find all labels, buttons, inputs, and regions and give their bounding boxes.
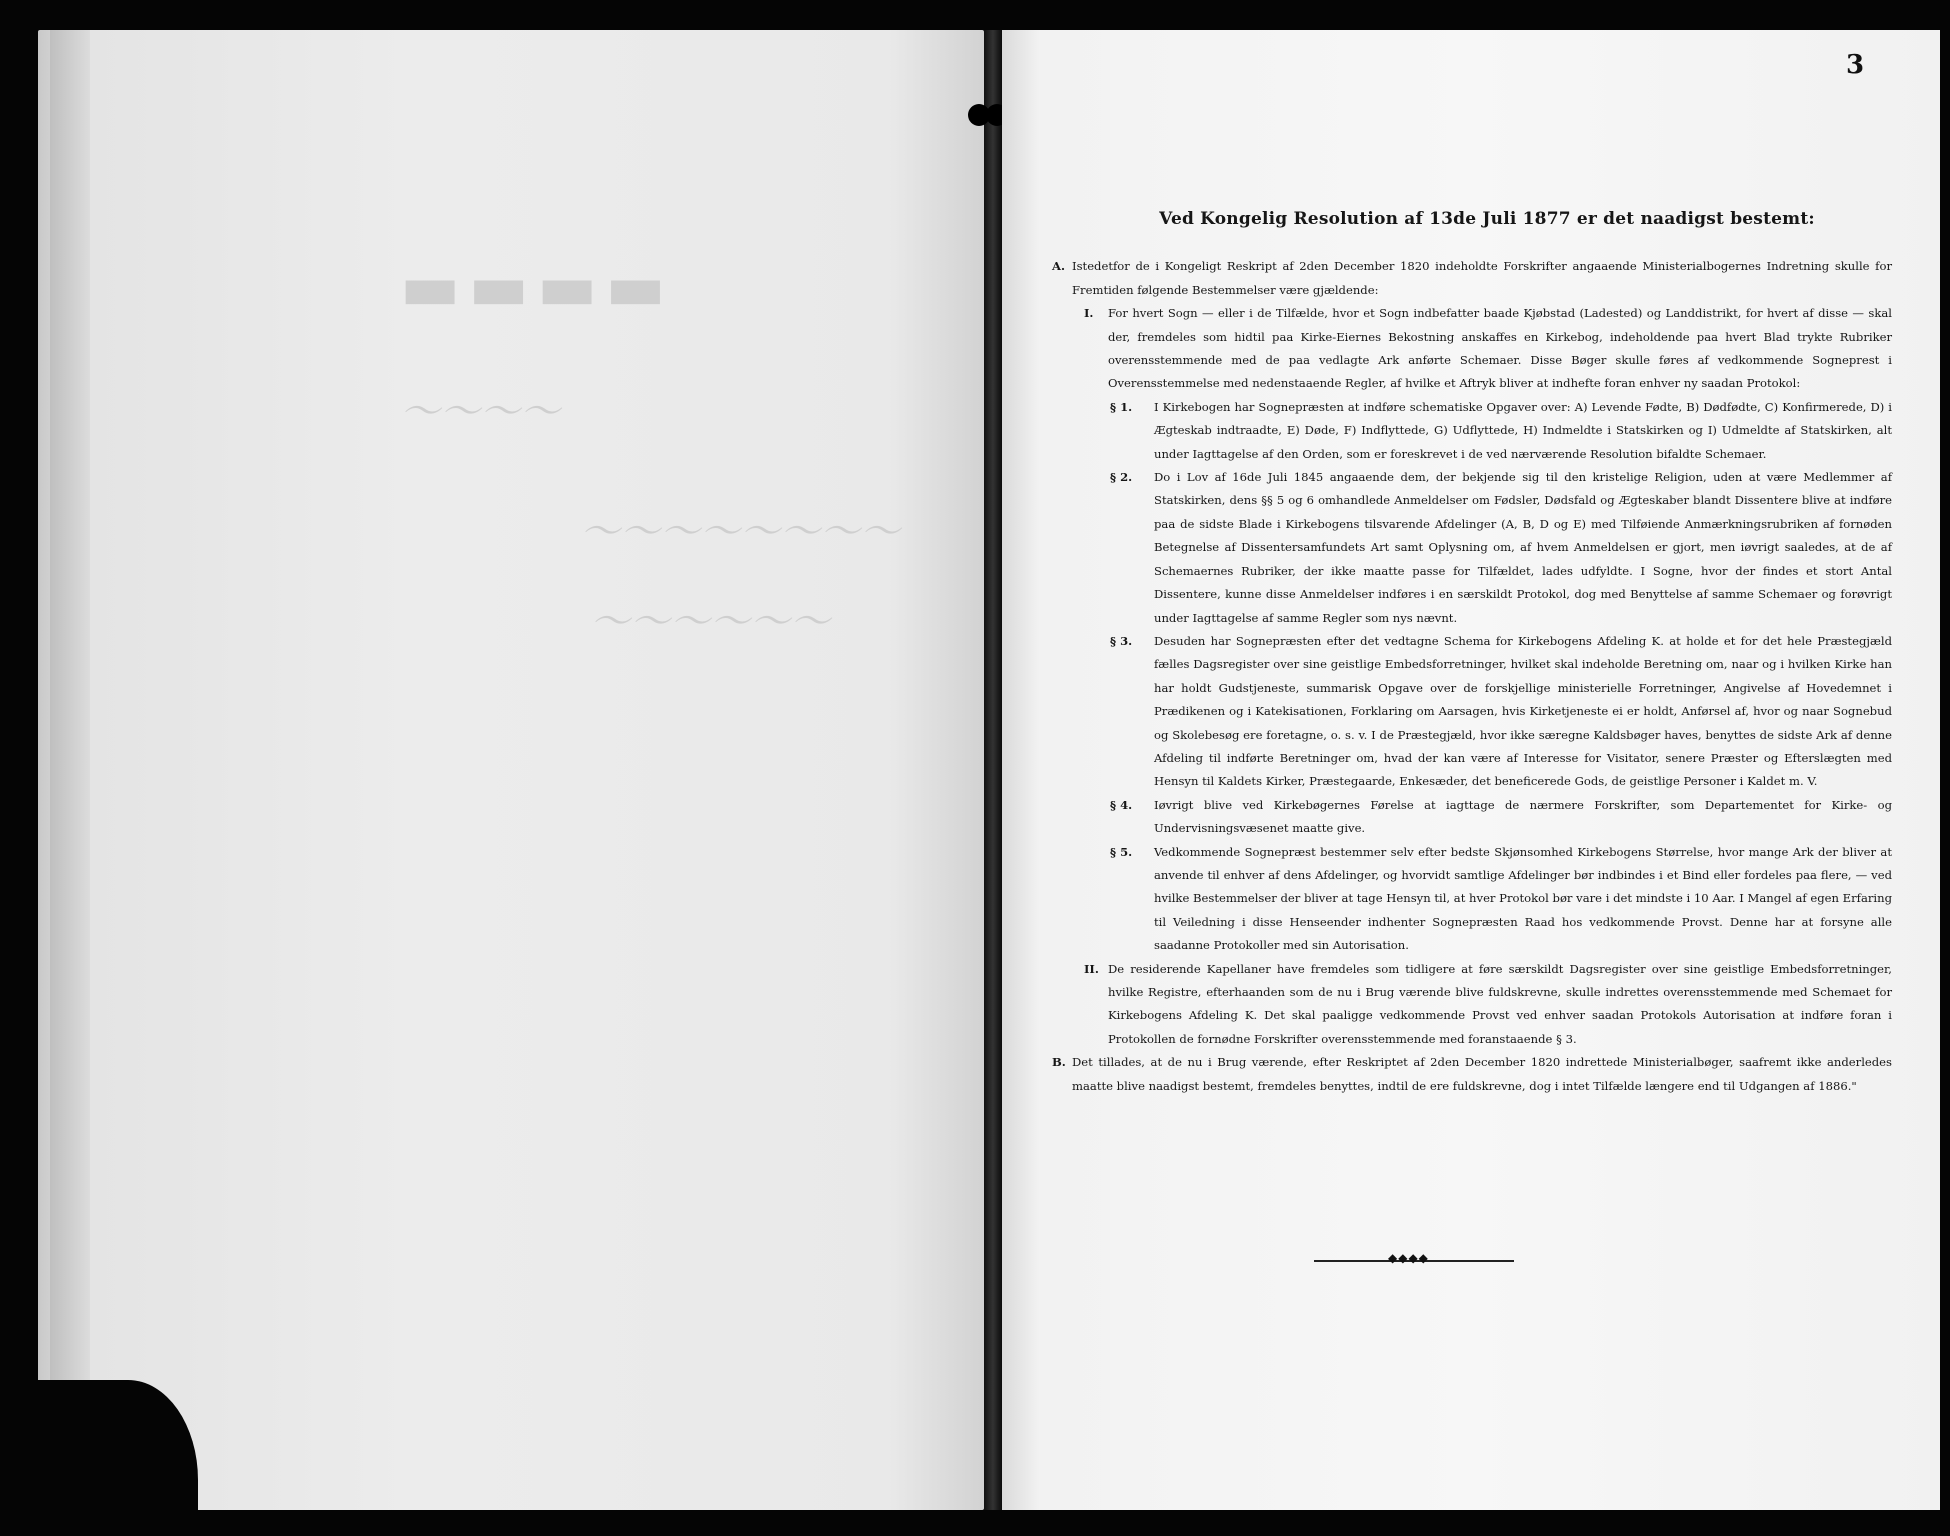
paragraph-marker: § 2. [1110, 470, 1133, 485]
paragraph-b [1052, 1051, 1892, 1098]
paragraph-text: De residerende Kapellaner have fremdeles som tidligere at føre særskildt Dagsregister over sine geistlige Embedsforretninger, hvilke Registre, efterhaanden som de nu i Brug værende blive fuldskrevne, skulle indrettes overensstemmende med Schemaet for Kirkebogens Afdeling K. Det skal paaligge vedkommende Provst ved enhver saadan Protokols Autorisation at indføre foran i Protokollen de fornødne Forskrifter overensstemmende med foranstaaende § 3. [1108, 961, 1892, 1046]
paragraph-text: Istedetfor de i Kongeligt Reskript af 2den December 1820 indeholdte Forskrifter angaaende Ministerialbogernes Indretning skulle for Fremtiden følgende Bestemmelser være gjældende: [1072, 259, 1892, 297]
paragraph-text: Iøvrigt blive ved Kirkebøgernes Førelse at iagttage de nærmere Forskrifter, som Departementet for Kirke- og Undervisningsvæsenet maatte give. [1154, 797, 1892, 836]
paragraph-marker: A. [1052, 259, 1066, 274]
left-page-faint-line: ～～～～～～～～ [580, 509, 900, 555]
paragraph-text: I Kirkebogen har Sognepræsten at indføre schematiske Opgaver over: A) Levende Fødte, B) Dødfødte, C) Konfirmerede, D) i Ægteskab indtraadte, E) Døde, F) Indflyttede, G) Udflyttede, H) Indmeldte i Statskirken og I) Udmeldte af Statskirken, alt under Iagttagelse af den Orden, som er foreskrevet i de ved nærværende Resolution bifaldte Schemaer. [1154, 399, 1892, 461]
paragraph-section-1 [1052, 396, 1892, 466]
resolution-text [1052, 208, 1892, 1098]
paragraph-section-3 [1052, 630, 1892, 794]
paragraph-text: For hvert Sogn — eller i de Tilfælde, hvor et Sogn indbefatter baade Kjøbstad (Ladested) og Landdistrikt, for hvert af disse — skal der, fremdeles som hidtil paa Kirke-Eiernes Bekostning anskaffes en Kirkebog, indeholdende paa hvert Blad trykte Rubriker overensstemmende med de paa vedlagte Ark anførte Schemaer. Disse Bøger skulle føres af vedkommende Sogneprest i Overensstemmelse med nedenstaaende Regler, af hvilke et Aftryk bliver at indhefte foran enhver ny saadan Protokol: [1108, 306, 1892, 391]
left-page-faint-title: ▬▬▬▬ [400, 250, 674, 325]
paragraph-text: Vedkommende Sognepræst bestemmer selv efter bedste Skjønsomhed Kirkebogens Størrelse, hvor mange Ark der bliver at anvende til enhver af dens Afdelinger, og hvorvidt samtlige Afdelinger bør indbindes i et Bind eller fordeles paa flere, — ved hvilke Bestemmelser der bliver at tage Hensyn til, at hver Protokol bør vare i det mindste i 10 Aar. I Mangel af egen Erfaring til Veiledning i disse Henseender indhenter Sognepræsten Raad hos vedkommende Provst. Denne har at forsyne alle saadanne Protokoller med sin Autorisation. [1154, 844, 1892, 953]
paragraph-marker: II. [1084, 961, 1099, 976]
paragraph-section-4 [1052, 794, 1892, 841]
paragraph-marker: § 4. [1110, 797, 1133, 812]
paragraph-i [1052, 302, 1892, 396]
paragraph-marker: B. [1052, 1055, 1066, 1070]
paragraph-text: Do i Lov af 16de Juli 1845 angaaende dem, der bekjende sig til den kristelige Religion, uden at være Medlemmer af Statskirken, dens §§ 5 og 6 omhandlede Anmeldelser om Fødsler, Dødsfald og Ægteskaber blandt Dissentere blive at indføre paa de sidste Blade i Kirkebogens tilsvarende Afdelinger (A, B, D og E) med Tilføiende Anmærkningsrubriken af fornøden Betegnelse af Dissentersamfundets Art samt Oplysning om, af hvem Anmeldelsen er gjort, men iøvrigt saaledes, at de af Schemaernes Rubriker, der ikke maatte passe for Tilfældet, lades udfyldte. I Sogne, hvor der findes et stort Antal Dissentere, kunne disse Anmeldelser indføres i en særskildt Protokol, dog med Benyttelse af samme Schemaer og forøvrigt under Iagttagelse af samme Regler som nys nævnt. [1154, 470, 1892, 625]
paragraph-section-2 [1052, 466, 1892, 630]
paragraph-marker: I. [1084, 306, 1094, 321]
page-number: 3 [1846, 50, 1865, 80]
paragraph-section-5 [1052, 841, 1892, 958]
book-spine [984, 30, 1002, 1510]
paragraph-marker: § 1. [1110, 399, 1133, 414]
paragraph-text: Desuden har Sognepræsten efter det vedtagne Schema for Kirkebogens Afdeling K. at holde et for det hele Præstegjæld fælles Dagsregister over sine geistlige Embedsforretninger, hvilket skal indeholde Beretning om, naar og i hvilken Kirke han har holdt Gudstjeneste, summarisk Opgave over de forskjellige ministerielle Forretninger, Angivelse af Hovedemnet i Prædikenen og i Katekisationen, Forklaring om Aarsagen, hvis Kirketjeneste ei er holdt, Anførsel af, hvor og naar Sognebud og Skolebesøg ere foretagne, o. s. v. I de Præstegjæld, hvor ikke særegne Kaldsbøger haves, benyttes de sidste Ark af denne Afdeling til indførte Beretninger om, hvad der kan være af Interesse for Visitator, senere Præster og Efterslægten med Hensyn til Kaldets Kirker, Præstegaarde, Enkesæder, det beneficerede Gods, de geistlige Personer i Kaldet m. V. [1154, 633, 1892, 789]
left-page-faint-line: ～～～～～～ [590, 599, 830, 645]
paragraph-ii [1052, 958, 1892, 1052]
left-page-faint-line: ～～～～ [400, 389, 560, 435]
paragraph-text: Det tillades, at de nu i Brug værende, efter Reskriptet af 2den December 1820 indrettede Ministerialbøger, saafremt ikke anderledes maatte blive naadigst bestemt, fremdeles benyttes, indtil de ere fuldskrevne, dog i intet Tilfælde længere end til Udgangen af 1886." [1072, 1055, 1892, 1093]
paragraph-marker: § 5. [1110, 844, 1133, 859]
left-page-fold [50, 30, 90, 1510]
document-heading: Ved Kongelig Resolution af 13de Juli 1877 er det naadigst bestemt: [1159, 209, 1815, 229]
paragraph-a [1052, 255, 1892, 302]
closing-ornament-rule: ◆◆◆◆ [1314, 1258, 1514, 1264]
paragraph-marker: § 3. [1110, 633, 1133, 648]
